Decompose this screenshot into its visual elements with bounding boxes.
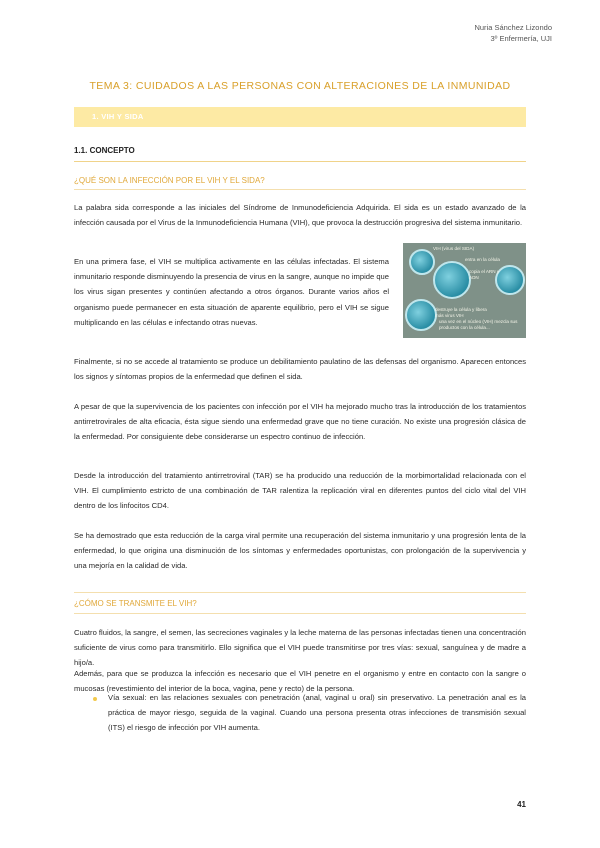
subsection-heading: 1.1. CONCEPTO <box>74 146 135 155</box>
paragraph-6: Se ha demostrado que esta reducción de la carga viral permite una recuperación del sistema inmunitario y una progresión lenta de la enfermedad, lo que origina una disminución de los síntomas y enfermedades oportunistas, con prolongación de la supervivencia y una mejoría en la calidad de vida. <box>74 531 526 571</box>
paragraph-7: Cuatro fluidos, la sangre, el semen, las secreciones vaginales y la leche materna de las personas infectadas tienen una concentración suficiente de virus como para transmitirlo. Ello significa que el VIH puede transmitirse por tres vías: sexual, sanguínea y de madre a hijo/a. <box>74 628 526 668</box>
paragraph-8: Además, para que se produzca la infección es necesario que el VIH penetre en el organismo y entre en contacto con la sangre o mucosas (revestimiento del interior de la boca, vagina, pene y recto) de la persona. <box>74 669 526 694</box>
virus-release-icon <box>405 299 437 331</box>
paragraph-1: La palabra sida corresponde a las iniciales del Síndrome de Inmunodeficiencia Adquirida. El sida es un estado avanzado de la infección causada por el Virus de la Inmunodeficiencia Humana (VIH), que provoca la destrucción progresiva del sistema inmunitario. <box>74 203 526 228</box>
question-heading-1: ¿QUÉ SON LA INFECCIÓN POR EL VIH Y EL SIDA? <box>74 176 265 185</box>
virus-particle-icon <box>409 249 435 275</box>
question-heading-2: ¿CÓMO SE TRANSMITE EL VIH? <box>74 599 197 608</box>
paragraph-4: A pesar de que la supervivencia de los pacientes con infección por el VIH ha mejorado mucho tras la introducción de los tratamientos antirretrovirales de alta eficacia, ésta sigue siendo una enfermedad grave que no tiene curación. No existe una progresión clásica de la enfermedad. Por consiguiente debe considerarse un espectro continuo de infección. <box>74 402 526 442</box>
infected-cell-icon <box>433 261 471 299</box>
figure-label-virus: VIH (virus del SIDA) <box>433 246 475 251</box>
course-name: 3º Enfermería, UJI <box>490 34 552 43</box>
document-title: TEMA 3: CUIDADOS A LAS PERSONAS CON ALTERACIONES DE LA INMUNIDAD <box>89 80 511 92</box>
figure-label-new: una vez en el núcleo (VIH) mezcla sus productos con la célula... <box>439 319 518 330</box>
paragraph-5: Desde la introducción del tratamiento antirretroviral (TAR) se ha producido una reducción de la morbimortalidad relacionada con el VIH. El cumplimiento estricto de una combinación de TAR ralentiza la replicación viral en diferentes puntos del ciclo vital del VIH dentro de los linfocitos CD4. <box>74 471 526 511</box>
figure-label-enter: entra en la célula <box>465 257 500 262</box>
bullet-dot-icon <box>93 697 97 701</box>
paragraph-2: En una primera fase, el VIH se multiplica activamente en las células infectadas. El sistema inmunitario responde disminuyendo la presencia de virus en la sangre, aunque no impide que los virus sigan presentes y continúen afectando a otros órganos. Durante varios años el organismo puede permanecer en esta situación de aparente equilibrio, pero el VIH se sigue multiplicando en las células e infectando otras nuevas. <box>74 257 389 327</box>
hiv-cycle-figure <box>403 243 526 338</box>
question-divider-2-top <box>74 592 526 593</box>
page-header <box>474 22 552 44</box>
author-name: Nuria Sánchez Lizondo <box>474 23 552 32</box>
question-divider-1 <box>74 189 526 190</box>
subsection-divider <box>74 161 526 162</box>
section-band <box>74 107 526 127</box>
figure-label-destroy: destruye la célula y libera más virus VIH <box>435 307 487 318</box>
question-divider-2 <box>74 613 526 614</box>
section-heading: 1. VIH Y SIDA <box>92 112 144 121</box>
bullet-item-sexual: Vía sexual: en las relaciones sexuales con penetración (anal, vaginal u oral) sin preservativo. La penetración anal es la práctica de mayor riesgo, seguida de la vaginal. Cuando una persona presenta otras infecciones de transmisión sexual (ITS) el riesgo de infección por VIH aumenta. <box>108 693 526 733</box>
paragraph-3: Finalmente, si no se accede al tratamiento se produce un debilitamiento paulatino de las defensas del organismo. Aparecen entonces los signos y síntomas propios de la enfermedad que definen el sida. <box>74 357 526 382</box>
page-number: 41 <box>517 800 526 809</box>
figure-label-copy: copia el ARN y ADN <box>469 269 500 280</box>
